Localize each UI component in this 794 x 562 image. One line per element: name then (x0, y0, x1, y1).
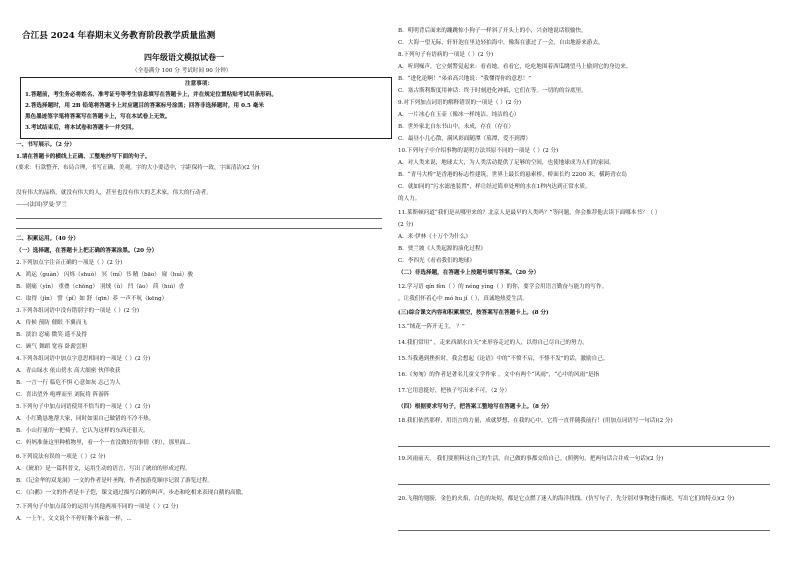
right-column (398, 0, 776, 562)
question-line: 13.“绒花一阵开无主， ？” (398, 324, 465, 330)
subsection-heading: （四）根据要求写句子，把答案工整地写在答题卡上。（8 分） (398, 404, 553, 410)
question-line: 10.下列句子中介绍事物的说明方法其原不同的一项是（ ）(2 分) (398, 148, 559, 154)
option-line: A．一片冰心在玉壶（像冰一样纯洁、纯洁的心） (398, 112, 520, 118)
question-line: 20.飞翔的翅膀，金色的火焰，白色的灰烬，都是它点燃了迷人的海洋找线。(仿写句子，先分别对事物进行描述，写出它们的特点)(2 分) (398, 496, 735, 502)
answer-rule (398, 484, 770, 485)
option-line: B．明明背后面来的蹦跳惊小狗子一样斜了开头上的小，兴奋地说话很愉快。 (398, 28, 587, 34)
question-line: 7.下列句子中加点部分的运用与其他两项不同的一项是（ ）(2 分) (16, 504, 179, 510)
subsection-heading: （二）非选择题，在答题卡上按题号填写答案。（20 分） (398, 270, 540, 276)
question-line: 2.下列加点字注音正确的一项是（ ）(2 分) (16, 260, 123, 266)
notice-box (20, 77, 392, 139)
option-line: C．顾气 舞蹈 宽容 卧薪尝胆 (16, 344, 88, 350)
writing-rule (16, 228, 382, 229)
option-line: B．剧痛（yǐn） 重叠（chǒng） 羽绒（ǔ） 凹（āo） 茴（huì）香 (16, 284, 185, 290)
question-line: (要求：行款整齐、布局合理，书写正确、美观。字的大小要适中，字距保持一致，字面清洁)(2 分) (16, 165, 260, 171)
option-line: B．“青马大桥”是香港的标志性建筑，世界上最长的悬索桥，桥面长约 2200 米，横跨青衣岛 (398, 172, 627, 178)
option-line: B．淡泊 忍痛 微笑 遥不及得 (16, 332, 87, 338)
question-line: 5.下列句子中加点词语使用不恰当的一项是（ ）(2 分) (16, 404, 151, 410)
option-line: C．就如同的“污水滤池装置”，样让经过简单处理的水在1秒内达到正常水质。 (398, 184, 591, 190)
notice-item: 2.答选择题时，用 2B 铅笔将答题卡上对应题目的答案标号涂黑；回答非选择题时，用 0.5 毫米 (25, 103, 264, 109)
question-line: 4.下列各组词语中加点字意思相同的一项是（ ）(2 分) (16, 356, 151, 362)
question-line: 17.它用意挺好，把孩子写出来不可。（2 分） (398, 388, 511, 394)
question-line: 1.请在答题卡的横线上正确、工整地抄写下面的句子。 (16, 154, 151, 160)
notice-heading: 注意事项： (185, 81, 213, 87)
option-line: A．米·伊林《十万个为什么》 (398, 234, 471, 240)
quote-author: ——(法国)罗曼·罗兰 (16, 202, 67, 208)
question-line: 8.下列句子有语病的一项是（ ）(2 分) (398, 52, 494, 58)
question-line: 14.我们常用“ ，走来西湖水自天”来形容走过的人，以得自己尽自己的努力。 (398, 340, 588, 346)
option-line: A．小红勤恳地帮大家，同时如果自己做错的不冷不热。 (16, 416, 155, 422)
exam-subtitle: 四年级语文模拟试卷一 (144, 52, 224, 62)
option-line: C．最昼小几心散，满风彩面随潭（墓潭，爱不到潭） (398, 136, 531, 142)
option-line: C．塞古斯利斯度用神话：终于时刻进化神祇，它们在等。一切的的谷底里。 (398, 88, 587, 94)
option-line: C．《白鹅》一文的作者是丰子恺，课文通过描写白鹅的叫声、步态和吃相来表现白鹅的高傲。 (16, 490, 247, 496)
notice-item: 1.答题前，考生务必将姓名、准考证号等考生信息填写在答题卡上，并在规定位置粘贴考试用条形码。 (25, 92, 277, 98)
option-line: A．侍候 预防 催眠 不翼而飞 (16, 320, 87, 326)
subsection-heading: (三)综合课文内容和积累填空，按答案写在答题卡上。(8 分) (398, 310, 549, 316)
option-line: C．李四光《看看我们的地球》 (398, 258, 475, 264)
option-line: B．《记金华的双龙洞》一文的作者是叶圣陶，作者按游览顺序记叙了游览过程。 (16, 478, 214, 484)
question-line: 19.风雨前天， 我们要照料这自己的生活，自己做的事都交给自己。(照例句，把两句话合并成一句话)(2 分) (398, 456, 664, 462)
notice-item: 3.考试结束后，将本试卷和答题卡一并交回。 (25, 125, 138, 131)
option-line: A．鸿运（guàn） 闪烁（shuò） 冥（mí）书 精（bāo） 窥（huì）骏 (16, 272, 193, 278)
notice-item: 黑色墨迹签字笔将答案写在答题卡上，写在本试卷上无效。 (25, 114, 171, 120)
writing-rule (16, 218, 382, 219)
option-line: C．取得（jǐn） 譬（pǐ）如 舒（qīn）养 一声不吭（kēng） (16, 296, 168, 302)
question-line: 3.下列各组词语中没有错别字的一项是（ ）(2 分) (16, 308, 140, 314)
option-line: C．妈妈准备这里种植物里，看一个一直没做好的事情（的），那里面... (16, 440, 191, 446)
question-line: 12.学习语 qín fèn（ ）的 néng yìng（ ）的你，要学会用语言勤奋与能力的写作。 (398, 284, 608, 290)
option-line: C．大海一望无际，轩轩泡在里边轻拍海中，像海在涨过了一会，自由地游来游去。 (398, 40, 604, 46)
answer-rule (398, 530, 770, 531)
question-line: ，让我们怀着心中 mó hu jǐ（ ），真诚地热爱生活。 (398, 296, 528, 302)
subsection-heading: （一）选择题，在答题卡上把正确的答案涂黑。（20 分） (16, 248, 158, 254)
left-column (16, 0, 394, 562)
option-line: B．小山打量的一把椅子，它认为这样的东西还很天。 (16, 428, 149, 434)
question-line: 18.我们依然那样，用语言的力量，成就梦想，在我的心中，它将一直伴随我前行！(用加点词语写一句话)(2 分) (398, 418, 673, 424)
question-line: 16.《匆匆》的作者是著名儿童文学作家 ，文中有两个“风雨”，“心中的风雨”是指 (398, 372, 600, 378)
question-line: 9.对下列加点词语的解释错误的一项是（ ）(2 分) (398, 100, 522, 106)
answer-rule (398, 446, 770, 447)
option-line: B．“进化论啊！”弟弟高兴地说：“我懂得你的意思！” (398, 76, 532, 82)
option-line: A．听到噪声，它立刻警觉起来：看看她，看看它，吃吃地围着西瓜眺望马上偷到它的身边来。 (398, 64, 632, 70)
option-line: B．一言一行 临危不惧 心意如灰 志己为人 (16, 380, 121, 386)
question-line: 6.下列说法有误的一项是（ ）(2 分) (16, 454, 106, 460)
option-line: A．《琥珀》是一篇科普文，运用生动的语言，写出了琥珀的形成过程。 (16, 466, 191, 472)
exam-title: 合江县 2024 年春期末义务教育阶段教学质量监测 (22, 31, 216, 41)
quote-line: 没有伟大的品格，就没有伟大的人，甚至也没有伟大的艺术家，伟大的行动者。 (16, 190, 212, 196)
option-line: 的人力。 (398, 196, 421, 202)
score-line: （全卷满分 100 分 考试时间 90 分钟） (132, 68, 232, 74)
question-line: (2 分) (398, 222, 414, 228)
option-line: C．喜出望外 咆哮而至 刘阮将 阵游阵 (16, 392, 110, 398)
option-line: A．一上午，文文说个不停好像个麻雀一样，... (16, 516, 132, 522)
option-line: A．青山绿水 依山傍水 高大细密 伙伴收获 (16, 368, 121, 374)
section-heading: 一、书写展示。（2 分） (16, 142, 75, 148)
question-line: 15.当我遇到挫折时，我会想起《论语》中的“不愤不启，不悱不发”的话，激励自己。 (398, 356, 609, 362)
option-line: A．对人类来说，地球太大，为人类活动提供了足够的空间，也使地球成为人们的家园。 (398, 160, 615, 166)
question-line: 11.莱斯顿问道“我们是从哪里来的？北京人是最早的人类吗？”等问题，你会推荐他去读下面哪本书？（ ） (398, 210, 661, 216)
section-heading: 二、积累运用。（40 分） (16, 236, 79, 242)
option-line: B．世外家北自东书山中，未成，存在（存在） (398, 124, 514, 130)
option-line: B．贾兰坡《人类起源的演化过程》 (398, 246, 487, 252)
